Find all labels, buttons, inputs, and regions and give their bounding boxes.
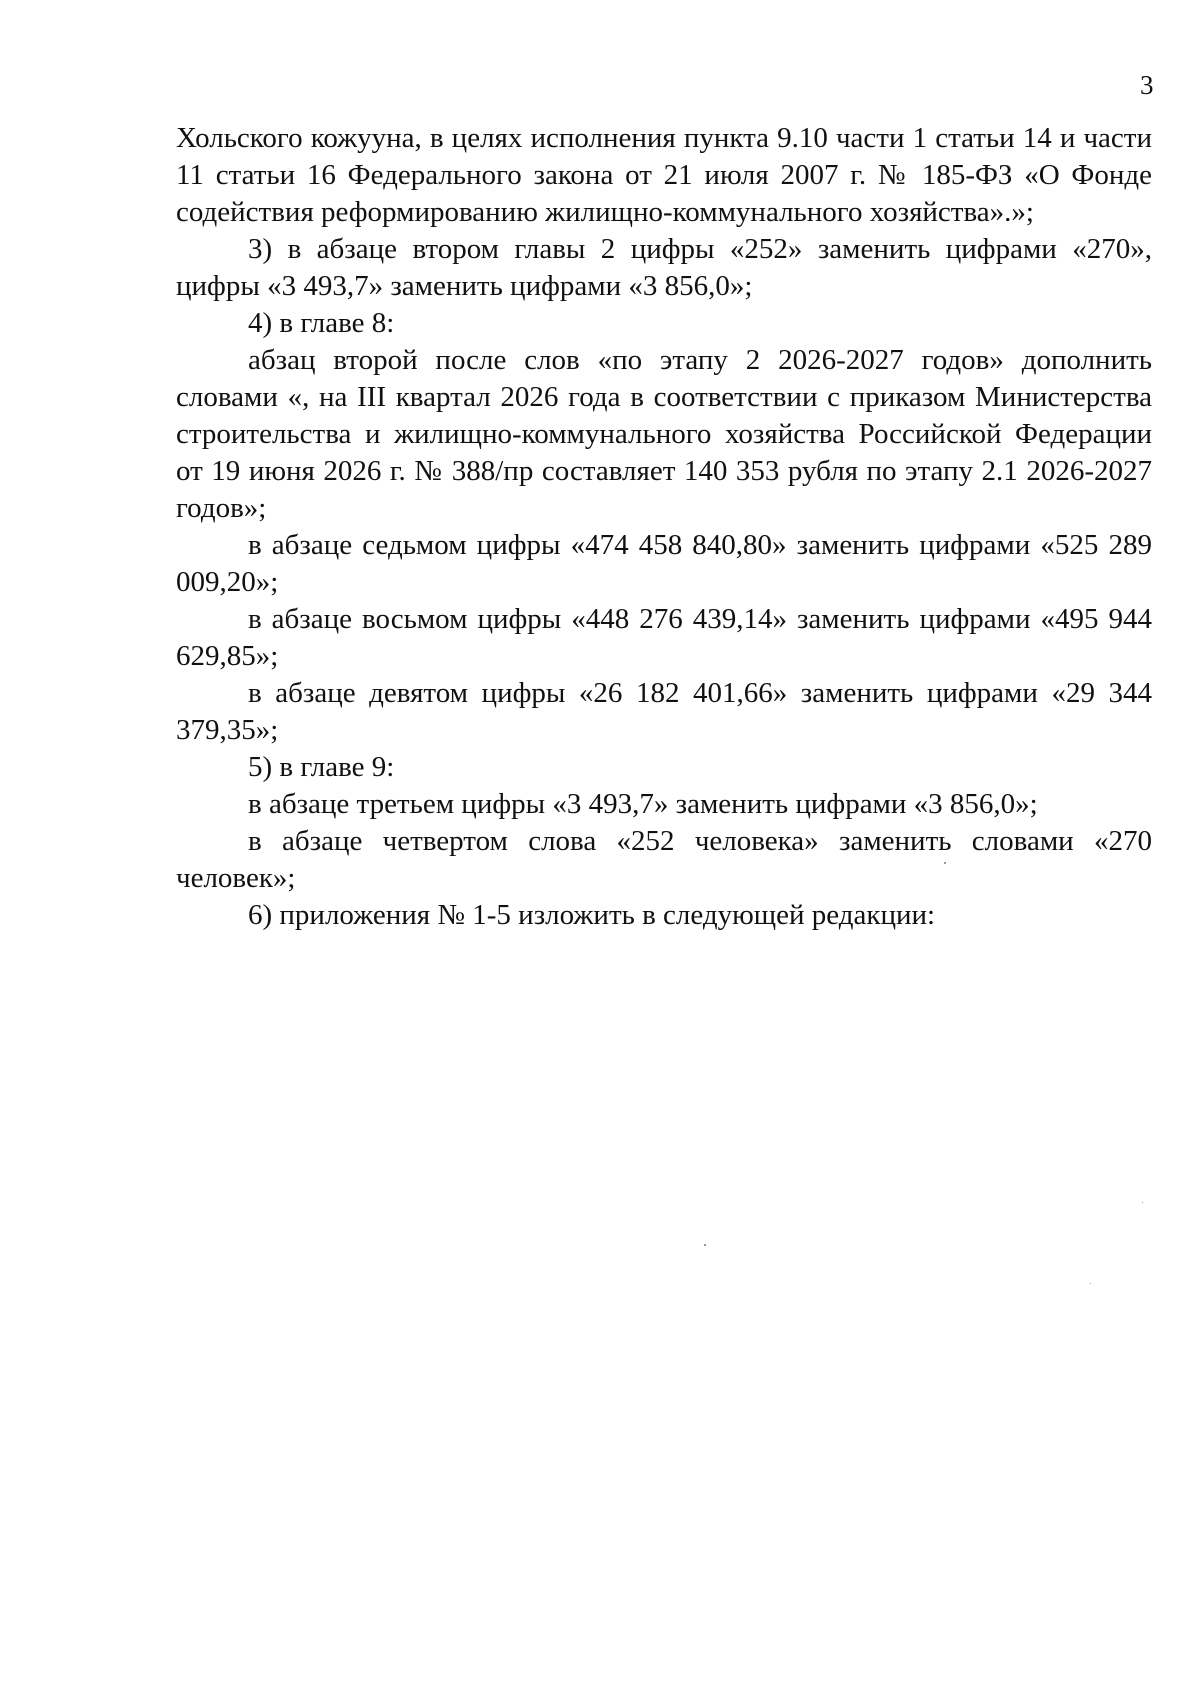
paragraph-item-6: 6) приложения № 1-5 изложить в следующей редакции: bbox=[248, 899, 936, 931]
scan-artifact bbox=[1142, 1202, 1143, 1203]
scan-artifact bbox=[1090, 1283, 1091, 1284]
paragraph-item-4-abzac-9: в абзаце девятом цифры «26 182 401,66» заменить цифрами «29 344 379,35»; bbox=[176, 677, 1152, 746]
scan-artifact bbox=[944, 862, 946, 864]
paragraph-item-4-abzac-2: абзац второй после слов «по этапу 2 2026-2027 годов» дополнить словами «, на III квартал 2026 года в соответствии с приказом Министерства строительства и жилищно-коммунального хозяйства Российской Федерации от 19 июня 2026 г. № 388/пр составляет 140 353 рубля по этапу 2.1 2026-2027 годов»; bbox=[176, 344, 1152, 524]
paragraph-item-3: 3) в абзаце втором главы 2 цифры «252» заменить цифрами «270», цифры «3 493,7» заменить цифрами «3 856,0»; bbox=[176, 233, 1152, 302]
scan-artifact bbox=[704, 1244, 706, 1246]
paragraph-continuation: Хольского кожууна, в целях исполнения пункта 9.10 части 1 статьи 14 и части 11 статьи 16 Федерального закона от 21 июля 2007 г. № 185-ФЗ «О Фонде содействия реформированию жилищно-коммунального хозяйства».»; bbox=[176, 122, 1152, 228]
paragraph-item-4-abzac-8: в абзаце восьмом цифры «448 276 439,14» заменить цифрами «495 944 629,85»; bbox=[176, 603, 1152, 672]
paragraph-item-4-abzac-7: в абзаце седьмом цифры «474 458 840,80» заменить цифрами «525 289 009,20»; bbox=[176, 529, 1152, 598]
paragraph-item-4-heading: 4) в главе 8: bbox=[248, 307, 395, 339]
paragraph-item-5-abzac-3: в абзаце третьем цифры «3 493,7» заменить цифрами «3 856,0»; bbox=[248, 788, 1038, 820]
document-body bbox=[176, 120, 1152, 934]
page-number: 3 bbox=[1140, 70, 1154, 100]
paragraph-item-5-heading: 5) в главе 9: bbox=[248, 751, 395, 783]
paragraph-item-5-abzac-4: в абзаце четвертом слова «252 человека» заменить словами «270 человек»; bbox=[176, 825, 1152, 894]
